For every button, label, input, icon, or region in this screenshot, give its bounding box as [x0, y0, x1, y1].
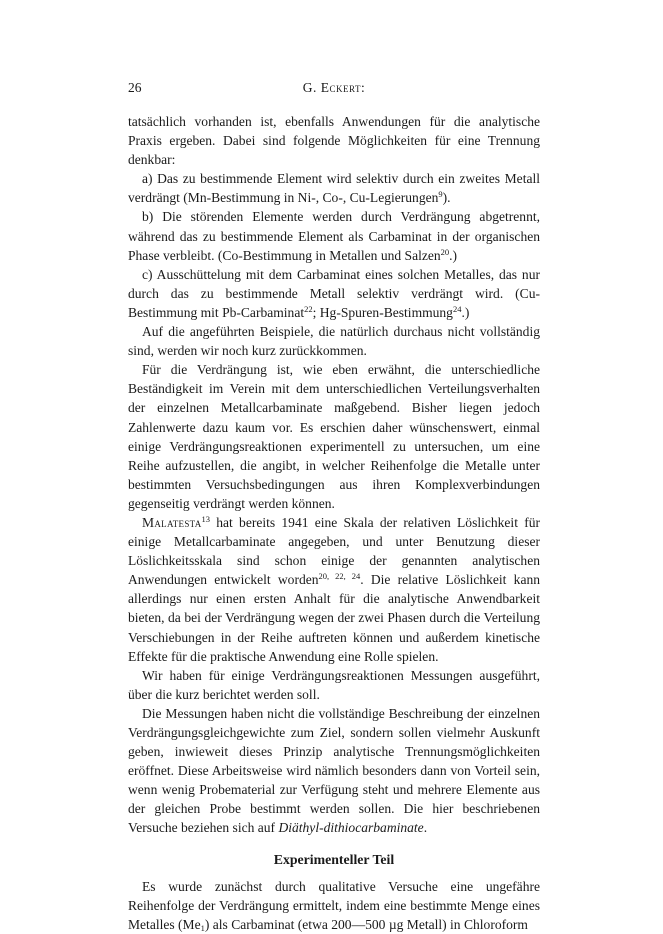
footnote-ref: 13 [201, 513, 211, 524]
running-head: G. Eckert: [302, 80, 366, 95]
paragraph: Die Messungen haben nicht die vollständige Beschreibung der einzelnen Verdrängungsgleichgewichte zum Ziel, sondern sollen vielmehr Auskunft geben, inwieweit dieses Prinzip analytische Trennungsmöglichkeiten eröffnet. Diese Arbeitsweise wird nämlich besonders dann von Vorteil sein, wenn wenig Probematerial zur Verfügung steht und mehrere Elemente aus der gleichen Probe bestimmt werden sollen. Die hier beschriebenen Versuche beziehen sich auf Diäthyl-dithiocarbaminate. [128, 705, 540, 836]
body-text [128, 112, 540, 934]
paragraph: Es wurde zunächst durch qualitative Versuche eine ungefähre Reihenfolge der Verdrängung ermittelt, indem eine bestimmte Menge eines Metalles $(Me_1)$ als Carbaminat (etwa 200—500 µg Metall) in Chloroform [128, 878, 540, 933]
paragraph: Auf die angeführten Beispiele, die natürlich durchaus nicht vollständig sind, werden wir noch kurz zurückkommen. [128, 324, 540, 359]
paragraph: Wir haben für einige Verdrängungsreaktionen Messungen ausgeführt, über die kurz berichtet werden soll. [128, 667, 540, 702]
section-heading: Experimenteller Teil [273, 851, 395, 867]
page-number: 26 [128, 80, 142, 95]
paragraph-option-c: c) Ausschüttelung mit dem Carbaminat eines solchen Metalles, das nur durch das zu bestimmende Metall selektiv verdrängt wird. (Cu-Bestimmung mit Pb-Carbaminat$^{22}$; Hg-Spuren-Bestimmung$^{24}$.) [128, 266, 540, 320]
paragraph: Für die Verdrängung ist, wie eben erwähnt, die unterschiedliche Beständigkeit im Verein mit dem unterschiedlichen Verteilungsverhalten der einzelnen Metallcarbaminate maßgebend. Bisher liegen jedoch Zahlenwerte dazu kaum vor. Es erschien daher wünschenswert, einmal einige Verdrängungsreaktionen experimentell zu untersuchen, um eine Reihe aufzustellen, die angibt, in welcher Reihenfolge die Metalle unter bestimmten Versuchsbedingungen aus ihren Komplexverbindungen gegenseitig verdrängt werden können. [128, 362, 540, 511]
paragraph-option-b: b) Die störenden Elemente werden durch Verdrängung abgetrennt, während das zu bestimmende Element als Carbaminat in der organischen Phase verbleibt. (Co-Bestimmung in Metallen und Salzen$^{20}$.) [128, 209, 540, 263]
footnote-ref: 24 [452, 303, 462, 314]
page-header [128, 80, 540, 100]
footnote-ref: 20, 22, 24 [318, 571, 361, 582]
italic-term: Diäthyl-dithiocarbaminate [278, 820, 424, 836]
author-name: Malatesta [142, 514, 202, 530]
subscript: 1 [200, 922, 205, 933]
paragraph-option-a: a) Das zu bestimmende Element wird selektiv durch ein zweites Metall verdrängt (Mn-Bestimmung in Ni-, Co-, Cu-Legierungen$^9$). [128, 171, 540, 206]
footnote-ref: 9 [438, 189, 443, 200]
footnote-ref: 20 [440, 246, 450, 257]
paragraph: tatsächlich vorhanden ist, ebenfalls Anwendungen für die analytische Praxis ergeben. Dabei sind folgende Möglichkeiten für eine Trennung denkbar: [128, 114, 540, 168]
footnote-ref: 22 [304, 303, 313, 314]
paragraph: Malatesta$^{13}$ hat bereits 1941 eine Skala der relativen Löslichkeit für einige Metallcarbaminate angegeben, und unter Benutzung dieser Löslichkeitsskala sind schon einige der genannten analytischen Anwendungen entwickelt worden$^{20, 22, 24}$. Die relative Löslichkeit kann allerdings nur einen ersten Anhalt für die analytische Anwendbarkeit bieten, da bei der Verdrängung wegen der zwei Phasen durch die Verteilung Verschiebungen in der Reihe auftreten können und außerdem kinetische Effekte für die praktische Anwendung eine Rolle spielen. [128, 513, 541, 664]
